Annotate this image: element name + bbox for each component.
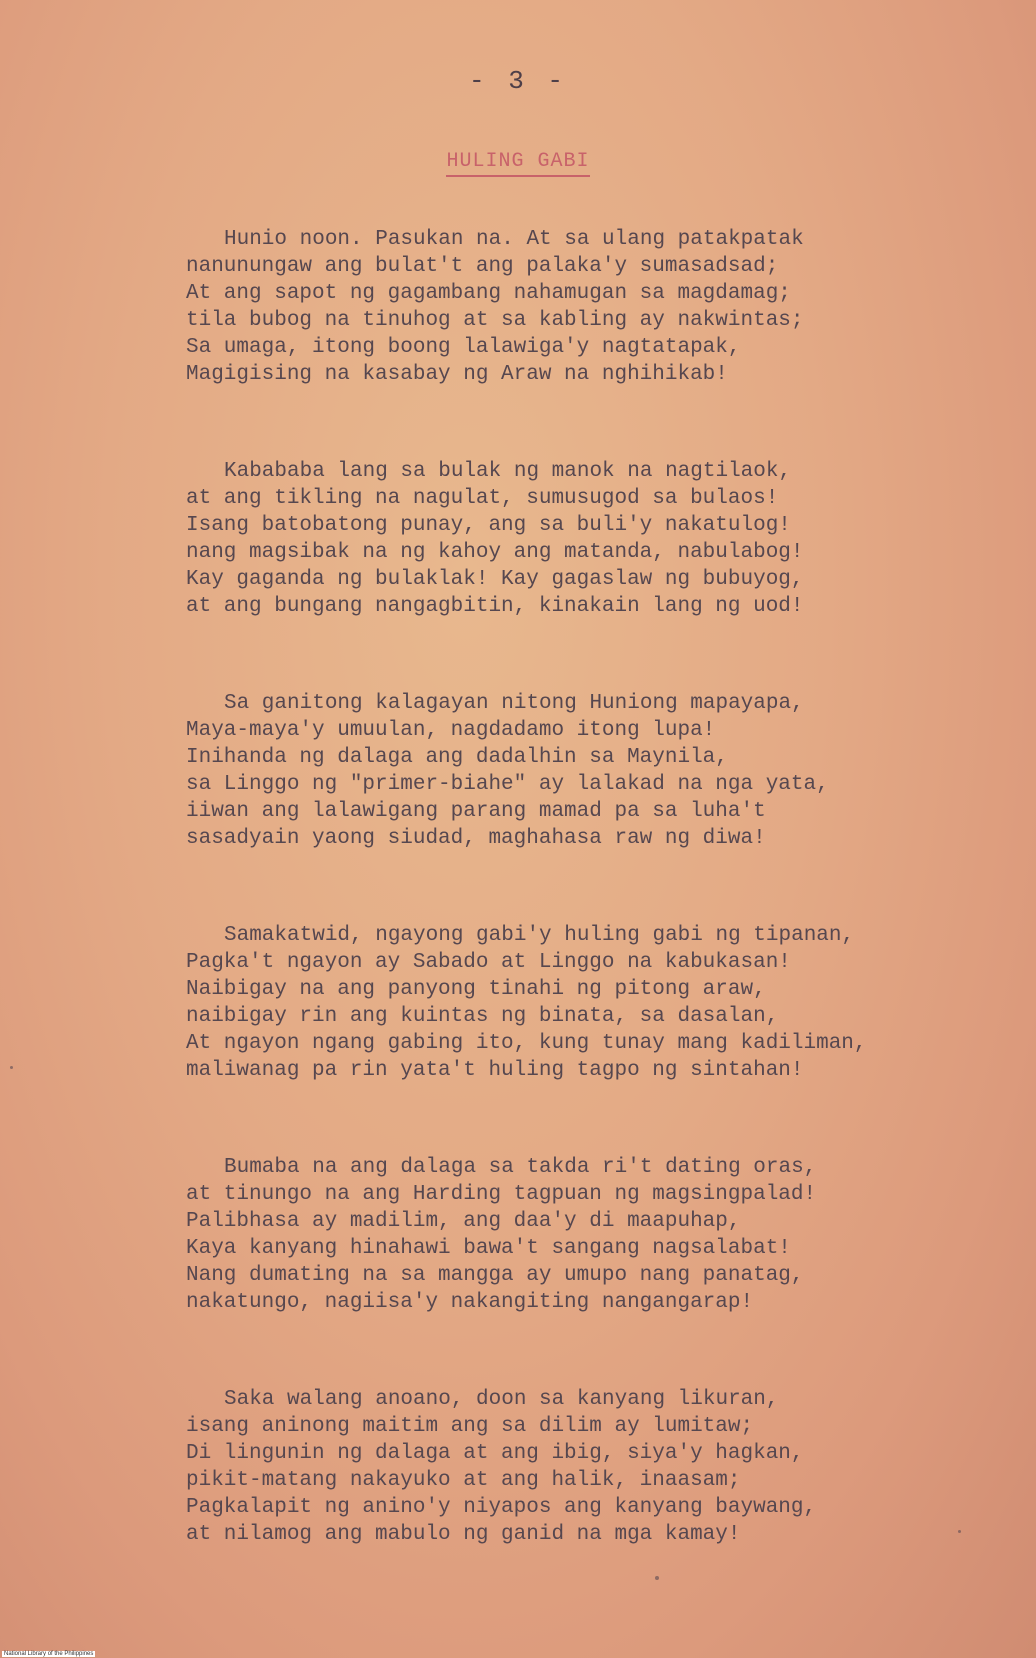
poem-line: nakatungo, nagiisa'y nakangiting nangangarap!: [186, 1291, 754, 1314]
poem-line: Pagkalapit ng anino'y niyapos ang kanyang baywang,: [186, 1496, 817, 1519]
poem-line: Isang batobatong punay, ang sa buli'y nakatulog!: [186, 514, 791, 537]
poem-line: nanunungaw ang bulat't ang palaka'y sumasadsad;: [186, 255, 779, 278]
poem-line: tila bubog na tinuhog at sa kabling ay nakwintas;: [186, 309, 804, 332]
ink-speck: [655, 1576, 659, 1580]
poem-line: Di lingunin ng dalaga at ang ibig, siya'y hagkan,: [186, 1442, 804, 1465]
ink-speck: [10, 1066, 13, 1069]
poem-line: At ngayon ngang gabing ito, kung tunay mang kadiliman,: [186, 1032, 867, 1055]
footer-credit: National Library of the Philippines: [4, 1651, 94, 1657]
poem-title-text: HULING GABI: [446, 150, 589, 177]
poem-body: [186, 226, 906, 1618]
poem-line: at nilamog ang mabulo ng ganid na mga kamay!: [186, 1523, 741, 1546]
stanza-3: [186, 690, 906, 852]
poem-line: at ang tikling na nagulat, sumusugod sa bulaos!: [186, 487, 779, 510]
poem-line: Maya-maya'y umuulan, nagdadamo itong lupa!: [186, 719, 716, 742]
poem-line: Inihanda ng dalaga ang dadalhin sa Maynila,: [186, 746, 728, 769]
poem-title: [0, 150, 1036, 173]
poem-line: sasadyain yaong siudad, maghahasa raw ng diwa!: [186, 827, 766, 850]
poem-line: iiwan ang lalawigang parang mamad pa sa luha't: [186, 800, 766, 823]
page-number: - 3 -: [468, 66, 567, 96]
poem-line: Saka walang anoano, doon sa kanyang likuran,: [224, 1388, 779, 1411]
stanza-6: [186, 1386, 906, 1548]
poem-line: Kabababa lang sa bulak ng manok na nagtilaok,: [224, 460, 792, 483]
poem-line: at ang bungang nangagbitin, kinakain lang ng uod!: [186, 595, 804, 618]
poem-line: Samakatwid, ngayong gabi'y huling gabi ng tipanan,: [224, 924, 855, 947]
poem-line: at tinungo na ang Harding tagpuan ng magsingpalad!: [186, 1183, 817, 1206]
poem-line: Hunio noon. Pasukan na. At sa ulang patakpatak: [224, 228, 804, 251]
poem-line: sa Linggo ng "primer-biahe" ay lalakad na nga yata,: [186, 773, 829, 796]
poem-line: pikit-matang nakayuko at ang halik, inaasam;: [186, 1469, 741, 1492]
poem-line: Bumaba na ang dalaga sa takda ri't dating oras,: [224, 1156, 817, 1179]
ink-speck: [958, 1530, 961, 1533]
poem-line: Kaya kanyang hinahawi bawa't sangang nagsalabat!: [186, 1237, 791, 1260]
poem-line: Kay gaganda ng bulaklak! Kay gagaslaw ng bubuyog,: [186, 568, 804, 591]
poem-line: isang aninong maitim ang sa dilim ay lumitaw;: [186, 1415, 754, 1438]
poem-line: Naibigay na ang panyong tinahi ng pitong araw,: [186, 978, 766, 1001]
stanza-2: [186, 458, 906, 620]
poem-line: At ang sapot ng gagambang nahamugan sa magdamag;: [186, 282, 791, 305]
poem-line: Magigising na kasabay ng Araw na nghihikab!: [186, 363, 728, 386]
poem-line: nang magsibak na ng kahoy ang matanda, nabulabog!: [186, 541, 804, 564]
poem-line: maliwanag pa rin yata't huling tagpo ng sintahan!: [186, 1059, 804, 1082]
stanza-4: [186, 922, 906, 1084]
poem-line: Pagka't ngayon ay Sabado at Linggo na kabukasan!: [186, 951, 791, 974]
poem-line: naibigay rin ang kuintas ng binata, sa dasalan,: [186, 1005, 779, 1028]
poem-line: Sa umaga, itong boong lalawiga'y nagtatapak,: [186, 336, 741, 359]
stanza-1: [186, 226, 906, 388]
poem-line: Nang dumating na sa mangga ay umupo nang panatag,: [186, 1264, 804, 1287]
poem-line: Sa ganitong kalagayan nitong Huniong mapayapa,: [224, 692, 804, 715]
poem-line: Palibhasa ay madilim, ang daa'y di maapuhap,: [186, 1210, 741, 1233]
stanza-5: [186, 1154, 906, 1316]
